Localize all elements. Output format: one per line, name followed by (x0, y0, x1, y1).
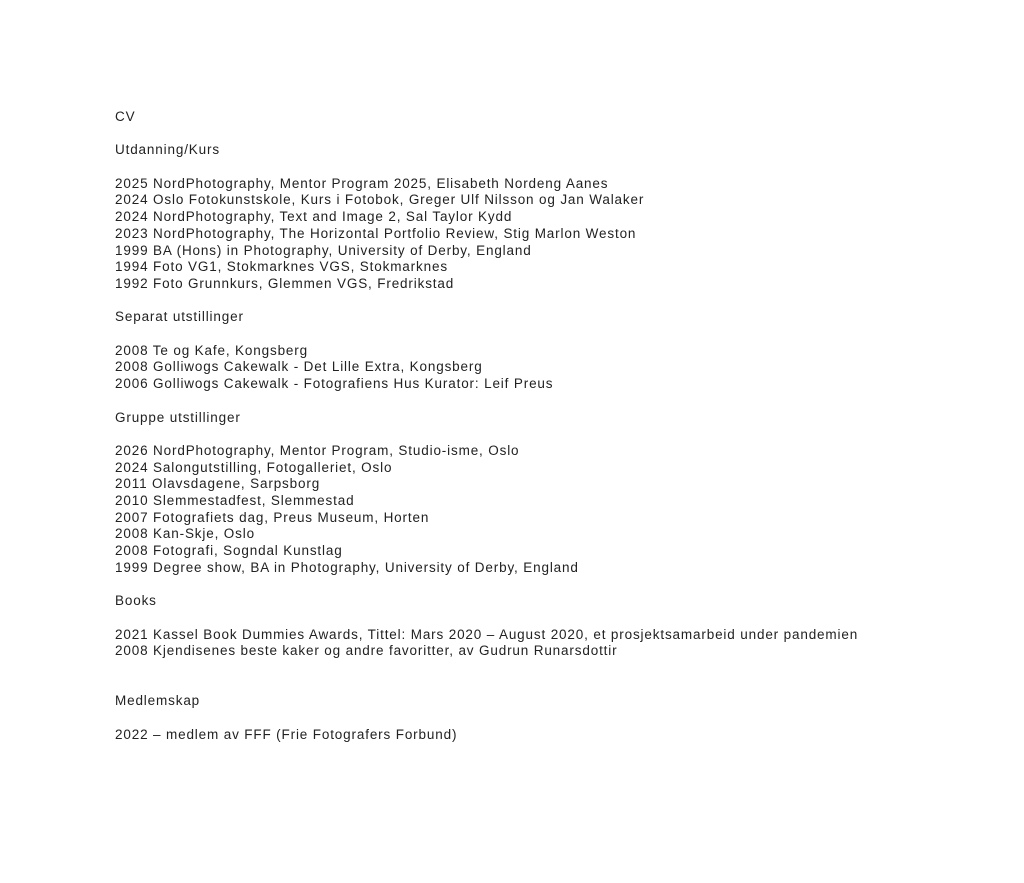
cv-item: 2007 Fotografiets dag, Preus Museum, Horten (115, 509, 430, 525)
cv-item: 2024 Salongutstilling, Fotogalleriet, Oslo (115, 459, 393, 475)
cv-item: 2023 NordPhotography, The Horizontal Portfolio Review, Stig Marlon Weston (115, 225, 637, 241)
cv-item: 1999 Degree show, BA in Photography, University of Derby, England (115, 559, 579, 575)
cv-item: 2011 Olavsdagene, Sarpsborg (115, 476, 321, 492)
section-heading: Gruppe utstillinger (115, 409, 241, 425)
cv-section (115, 142, 984, 292)
cv-item: 2022 – medlem av FFF (Frie Fotografers Forbund) (115, 726, 458, 742)
cv-item: 1999 BA (Hons) in Photography, University of Derby, England (115, 242, 532, 258)
section-items (115, 343, 984, 393)
cv-section (115, 309, 984, 393)
cv-item: 1994 Foto VG1, Stokmarknes VGS, Stokmarknes (115, 259, 448, 275)
cv-item: 2008 Te og Kafe, Kongsberg (115, 342, 308, 358)
section-heading: Medlemskap (115, 693, 201, 709)
cv-item: 2025 NordPhotography, Mentor Program 2025, Elisabeth Nordeng Aanes (115, 175, 609, 191)
section-heading: Utdanning/Kurs (115, 142, 220, 158)
cv-item: 1992 Foto Grunnkurs, Glemmen VGS, Fredrikstad (115, 276, 455, 291)
cv-item: 2008 Golliwogs Cakewalk - Det Lille Extra, Kongsberg (115, 359, 483, 375)
cv-item: 2008 Kan-Skje, Oslo (115, 526, 255, 542)
section-items (115, 727, 984, 744)
page-title: CV (115, 109, 136, 124)
cv-sections (115, 142, 984, 743)
cv-item: 2008 Kjendisenes beste kaker og andre favoritter, av Gudrun Runarsdottir (115, 643, 618, 659)
cv-item: 2026 NordPhotography, Mentor Program, Studio-isme, Oslo (115, 442, 520, 458)
section-heading: Separat utstillinger (115, 309, 244, 325)
cv-item: 2006 Golliwogs Cakewalk - Fotografiens Hus Kurator: Leif Preus (115, 376, 554, 392)
cv-section (115, 410, 984, 577)
section-items (115, 627, 984, 660)
section-heading: Books (115, 593, 157, 609)
cv-section (115, 693, 984, 743)
cv-item: 2021 Kassel Book Dummies Awards, Tittel: Mars 2020 – August 2020, et prosjektsamarbeid under pandemien (115, 626, 859, 642)
cv-item: 2008 Fotografi, Sogndal Kunstlag (115, 543, 343, 559)
cv-section (115, 593, 984, 660)
cv-item: 2010 Slemmestadfest, Slemmestad (115, 493, 355, 509)
cv-item: 2024 Oslo Fotokunstskole, Kurs i Fotobok, Greger Ulf Nilsson og Jan Walaker (115, 192, 645, 208)
section-items (115, 443, 984, 577)
section-items (115, 176, 984, 293)
cv-item: 2024 NordPhotography, Text and Image 2, Sal Taylor Kydd (115, 209, 513, 225)
